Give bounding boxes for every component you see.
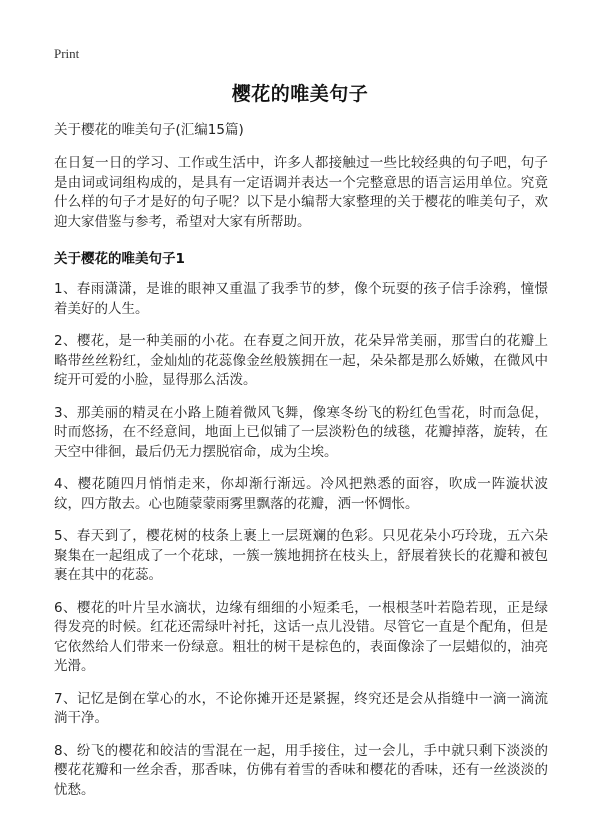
- section-heading: 关于樱花的唯美句子1: [54, 251, 185, 267]
- sentence-paragraph-8: 8、纷飞的樱花和皎洁的雪混在一起，用手接住，过一会儿，手中就只剩下淡淡的樱花花瓣和一丝余香，那香味，仿佛有着雪的香味和樱花的香味，还有一丝淡淡的忧愁。: [54, 742, 548, 798]
- page-title: 樱花的唯美句子: [231, 83, 369, 105]
- print-link[interactable]: Print: [54, 46, 80, 61]
- sentence-paragraph-4: 4、樱花随四月悄悄走来，你却渐行渐远。冷风把熟悉的面容，吹成一阵漩状波纹，四方散去。心也随蒙蒙雨雾里飘落的花瓣，洒一怀惆怅。: [54, 476, 548, 512]
- sentence-paragraph-2: 2、樱花，是一种美丽的小花。在春夏之间开放，花朵异常美丽，那雪白的花瓣上略带丝丝粉红，金灿灿的花蕊像金丝般簇拥在一起，朵朵都是那么娇嫩，在微风中绽开可爱的小脸，显得那么活泼。: [54, 333, 548, 388]
- document-body: [54, 120, 548, 813]
- document-subtitle: 关于樱花的唯美句子(汇编15篇): [54, 122, 244, 138]
- sentence-paragraph-7: 7、记忆是倒在掌心的水，不论你摊开还是紧握，终究还是会从指缝中一滴一滴流淌干净。: [54, 690, 548, 726]
- intro-paragraph: 在日复一日的学习、工作或生活中，许多人都接触过一些比较经典的句子吧，句子是由词或词组构成的，是具有一定语调并表达一个完整意思的语言运用单位。究竟什么样的句子才是好的句子呢？以下是小编帮大家整理的关于樱花的唯美句子，欢迎大家借鉴与参考，希望对大家有所帮助。: [54, 155, 548, 230]
- sentence-paragraph-1: 1、春雨潇潇，是谁的眼神又重温了我季节的梦，像个玩耍的孩子信手涂鸦，憧憬着美好的人生。: [54, 281, 548, 317]
- sentence-paragraph-5: 5、春天到了，樱花树的枝条上裹上一层斑斓的色彩。只见花朵小巧玲珑，五六朵聚集在一起组成了一个花球，一簇一簇地拥挤在枝头上，舒展着狭长的花瓣和被包裹在其中的花蕊。: [54, 528, 548, 583]
- sentence-paragraph-6: 6、樱花的叶片呈水滴状，边缘有细细的小短柔毛，一根根茎叶若隐若现，正是绿得发亮的时候。红花还需绿叶衬托，这话一点儿没错。尽管它一直是个配角，但是它依然给人们带来一份绿意。粗壮的树干是棕色的，表面像涂了一层蜡似的，油亮光滑。: [54, 599, 548, 674]
- sentence-paragraph-3: 3、那美丽的精灵在小路上随着微风飞舞，像寒冬纷飞的粉红色雪花，时而急促，时而悠扬，在不经意间，地面上已似铺了一层淡粉色的绒毯，花瓣掉落，旋转，在天空中徘徊，最后仍无力摆脱宿命，成为尘埃。: [54, 404, 548, 460]
